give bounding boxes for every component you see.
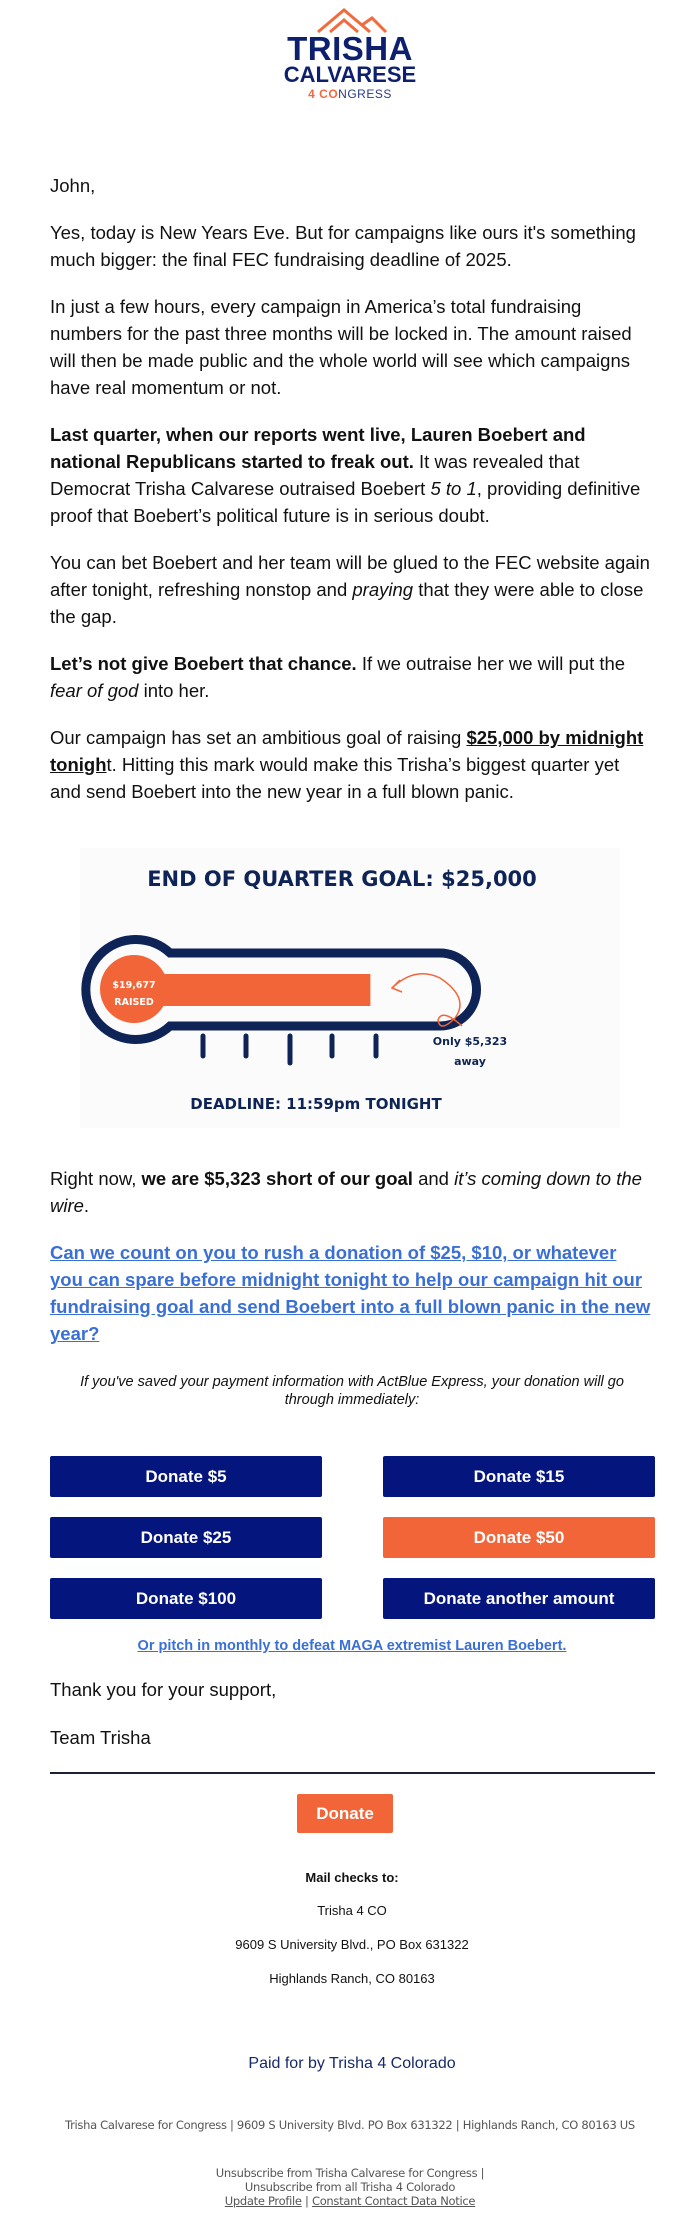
- mail-name: Trisha 4 CO: [317, 1903, 387, 1918]
- donate-100-button[interactable]: Donate $100: [50, 1578, 322, 1619]
- greeting: John,: [50, 175, 96, 196]
- unsubscribe-all-link[interactable]: Unsubscribe from all Trisha 4 Colorado: [244, 2180, 456, 2194]
- signoff-thanks: Thank you for your support,: [50, 1679, 277, 1700]
- divider: [50, 1772, 655, 1774]
- deadline: DEADLINE: 11:59pm TONIGHT: [190, 1095, 442, 1113]
- campaign-logo: [280, 8, 420, 113]
- logo-line-2: CALVARESE: [283, 62, 417, 87]
- donate-button[interactable]: Donate: [297, 1794, 393, 1833]
- paragraph: Yes, today is New Years Eve. But for campaigns like ours it's something much bigger: the final FEC fundraising deadline of 2025.: [50, 222, 636, 270]
- data-notice-link[interactable]: Constant Contact Data Notice: [311, 2194, 476, 2208]
- goal-link[interactable]: $25,000 by midnight tonigh: [50, 727, 644, 775]
- fundraising-thermometer-graphic: [80, 848, 620, 1128]
- cta-section: [50, 1165, 654, 1367]
- mail-address: 9609 S University Blvd., PO Box 631322: [235, 1937, 469, 1952]
- donate-50-button[interactable]: Donate $50: [383, 1517, 655, 1558]
- thermometer-fill: [150, 974, 370, 1006]
- paragraph: Let’s not give Boebert that chance. If we outraise her we will put the fear of god into her.: [50, 653, 626, 701]
- update-profile-link[interactable]: Update Profile: [224, 2194, 302, 2208]
- donate-5-button[interactable]: Donate $5: [50, 1456, 322, 1497]
- thermometer-ticks: [203, 1036, 376, 1063]
- remaining-line-1: Only $5,323: [432, 1035, 508, 1048]
- graphic-title: END OF QUARTER GOAL: $25,000: [147, 867, 537, 891]
- donate-25-button[interactable]: Donate $25: [50, 1517, 322, 1558]
- mail-heading: Mail checks to:: [305, 1870, 399, 1885]
- paragraph: Right now, we are $5,323 short of our goal and it’s coming down to the wire.: [50, 1168, 642, 1216]
- email-body: [50, 172, 654, 825]
- remaining-line-2: away: [454, 1055, 486, 1068]
- paragraph: Our campaign has set an ambitious goal of raising $25,000 by midnight tonight. Hitting this mark would make this Trisha’s biggest quarter yet and send Boebert into the new year in a full blown panic.: [50, 727, 644, 802]
- footer-address: Trisha Calvarese for Congress | 9609 S University Blvd. PO Box 631322 | Highlands Ranch, CO 80163 US: [65, 2118, 635, 2132]
- raised-amount: $19,677: [112, 980, 156, 991]
- paid-for-disclaimer: Paid for by Trisha 4 Colorado: [248, 2055, 456, 2072]
- actblue-note: If you've saved your payment information with ActBlue Express, your donation will go through immediately:: [80, 1374, 624, 1408]
- paragraph: You can bet Boebert and her team will be glued to the FEC website again after tonight, refreshing nonstop and praying that they were able to close the gap.: [50, 552, 650, 627]
- donation-cta-link[interactable]: Can we count on you to rush a donation of $25, $10, or whatever you can spare before midnight tonight to help our campaign hit our fundraising goal and send Boebert into a full blown panic in the new year?: [50, 1242, 651, 1344]
- mail-city: Highlands Ranch, CO 80163: [269, 1971, 435, 1986]
- donate-other-amount-button[interactable]: Donate another amount: [383, 1578, 655, 1619]
- paragraph: In just a few hours, every campaign in America’s total fundraising numbers for the past three months will be locked in. The amount raised will then be made public and the whole world will see which campaigns have real momentum or not.: [50, 296, 632, 398]
- unsubscribe-link[interactable]: Unsubscribe from Trisha Calvarese for Congress: [215, 2166, 478, 2180]
- monthly-donation-link[interactable]: Or pitch in monthly to defeat MAGA extremist Lauren Boebert.: [137, 1638, 567, 1654]
- raised-label: RAISED: [114, 997, 154, 1008]
- logo-line-1: TRISHA: [287, 30, 413, 67]
- signoff-team: Team Trisha: [50, 1727, 151, 1748]
- monthly-pitch-wrapper: [50, 1638, 654, 1654]
- footer-links: Unsubscribe from Trisha Calvarese for Congress | Unsubscribe from all Trisha 4 Colorado Update Profile | Constant Contact Data Notice: [215, 2166, 485, 2208]
- paragraph: Last quarter, when our reports went live, Lauren Boebert and national Republicans started to freak out. It was revealed that Democrat Trisha Calvarese outraised Boebert 5 to 1, providing definitive proof that Boebert’s political future is in serious doubt.: [50, 424, 641, 526]
- paragraph: [50, 1239, 654, 1347]
- curly-arrow-icon: [392, 974, 462, 1026]
- logo-line-3: 4 CONGRESS: [308, 87, 392, 101]
- donate-15-button[interactable]: Donate $15: [383, 1456, 655, 1497]
